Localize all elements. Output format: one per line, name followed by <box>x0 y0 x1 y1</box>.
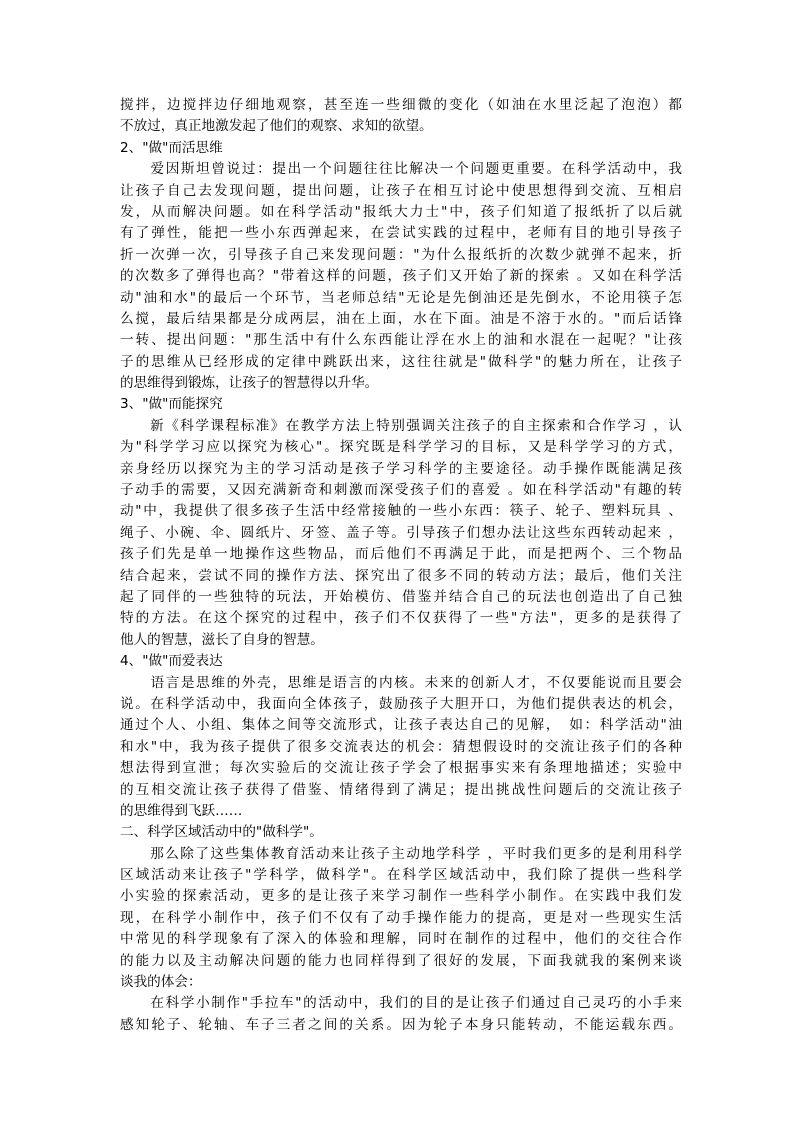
text-line: 他人的智慧，滋长了自身的智慧。 <box>120 631 324 648</box>
text-line: 新《科学课程标准》在教学方法上特别强调关注孩子的自主探索和合作学习 ，认 <box>120 417 682 434</box>
text-line: 动"油和水"的最后一个环节，当老师总结"无论是先倒油还是先倒水，不论用筷子怎 <box>120 289 682 306</box>
text-line: 语言是思维的外壳，思维是语言的内核。未来的创新人才，不仅要能说而且要会 <box>120 674 682 691</box>
text-line: 说。在科学活动中，我面向全体孩子，鼓励孩子大胆开口，为他们提供表达的机会， <box>120 695 682 712</box>
text-line: 折一次弹一次，引导孩子自己来发现问题："为什么报纸折的次数少就弹不起来，折 <box>120 246 682 263</box>
text-line: 现，在科学小制作中，孩子们不仅有了动手操作能力的提高，更是对一些现实生活 <box>120 909 682 926</box>
text-line: 在科学小制作"手拉车"的活动中，我们的目的是让孩子们通过自己灵巧的小手来 <box>120 995 682 1012</box>
text-line: 的思维得到锻炼，让孩子的智慧得以升华。 <box>120 375 379 392</box>
text-line: 的次数多了弹得也高？"带着这样的问题，孩子们又开始了新的探索 。又如在科学活 <box>120 268 682 285</box>
text-line: 一转、提出问题："那生活中有什么东西能让浮在水上的油和水混在一起呢？"让孩 <box>120 332 682 349</box>
text-line: 不放过，真正地激发起了他们的观察、求知的欲望。 <box>120 118 433 135</box>
text-line: 搅拌，边搅拌边仔细地观察，甚至连一些细微的变化（如油在水里泛起了泡泡）都 <box>120 97 682 113</box>
text-line: 的互相交流让孩子获得了借鉴、情绪得到了满足；提出挑战性问题后的交流让孩子 <box>120 781 682 798</box>
section-heading: 3、"做"而能探究 <box>120 396 223 413</box>
text-line: 小实验的探索活动，更多的是让孩子来学习制作一些科学小制作。在实践中我们发 <box>120 888 682 905</box>
text-line: 爱因斯坦曾说过：提出一个问题往往比解决一个问题更重要。在科学活动中，我 <box>120 161 682 178</box>
text-line: 的能力以及主动解决问题的能力也同样得到了很好的发展，下面我就我的案例来谈 <box>120 952 682 969</box>
section-heading: 二、科学区域活动中的"做科学"。 <box>120 824 323 841</box>
text-line: 动"中，我提供了很多孩子生活中经常接触的一些小东西：筷子、轮子、塑料玩具 、 <box>120 503 682 520</box>
text-line: 谈我的体会： <box>120 974 202 991</box>
text-line: 通过个人、小组、集体之间等交流形式，让孩子表达自己的见解， 如：科学活动"油 <box>120 717 682 734</box>
text-line: 中常见的科学现象有了深入的体验和理解，同时在制作的过程中，他们的交往合作 <box>120 931 682 948</box>
text-line: 区域活动来让孩子"学科学，做科学"。在科学区域活动中，我们除了提供一些科学 <box>120 867 682 884</box>
text-line: 和水"中，我为孩子提供了很多交流表达的机会：猜想假设时的交流让孩子们的各种 <box>120 738 682 755</box>
text-line: 绳子、小碗、伞、圆纸片、牙签、盖子等。引导孩子们想办法让这些东西转动起来 ， <box>120 524 682 541</box>
text-line: 有了弹性，能把一些小东西弹起来，在尝试实践的过程中，老师有目的地引导孩子 <box>120 225 682 242</box>
text-line: 结合起来，尝试不同的操作方法、探究出了很多不同的转动方法；最后，他们关注 <box>120 567 682 584</box>
text-line: 特的方法。在这个探究的过程中，孩子们不仅获得了一些"方法"，更多的是获得了 <box>120 610 682 627</box>
text-line: 子动手的需要，又因充满新奇和刺激而深受孩子们的喜爱 。如在科学活动"有趣的转 <box>120 482 682 499</box>
text-line: 感知轮子、轮轴、车子三者之间的关系。因为轮子本身只能转动，不能运载东西。 <box>120 1016 682 1033</box>
section-heading: 2、"做"而活思维 <box>120 139 223 156</box>
text-line: 起了同伴的一些独特的玩法，开始模仿、借鉴并结合自己的玩法也创造出了自己独 <box>120 588 682 605</box>
section-heading: 4、"做"而爱表达 <box>120 653 223 670</box>
text-line: 让孩子自己去发现问题，提出问题，让孩子在相互讨论中使思想得到交流、互相启 <box>120 182 682 199</box>
document-page <box>120 95 682 1036</box>
text-line: 想法得到宣泄；每次实验后的交流让孩子学会了根据事实来有条理地描述；实验中 <box>120 760 682 777</box>
text-line: 么搅，最后结果都是分成两层，油在上面，水在下面。油是不溶于水的。"而后话锋 <box>120 310 682 327</box>
text-line: 的思维得到飞跃…… <box>120 802 243 819</box>
text-line: 亲身经历以探究为主的学习活动是孩子学习科学的主要途径。动手操作既能满足孩 <box>120 460 682 477</box>
text-line: 子的思维从已经形成的定律中跳跃出来，这往往就是"做科学"的魅力所在，让孩子 <box>120 353 682 370</box>
text-line: 孩子们先是单一地操作这些物品，而后他们不再满足于此，而是把两个、三个物品 <box>120 546 682 563</box>
text-line: 那么除了这些集体教育活动来让孩子主动地学科学 ，平时我们更多的是利用科学 <box>120 845 682 862</box>
text-line: 为"科学学习应以探究为核心"。探究既是科学学习的目标，又是科学学习的方式， <box>120 439 682 456</box>
text-line: 发，从而解决问题。如在科学活动"报纸大力士"中，孩子们知道了报纸折了以后就 <box>120 203 682 220</box>
